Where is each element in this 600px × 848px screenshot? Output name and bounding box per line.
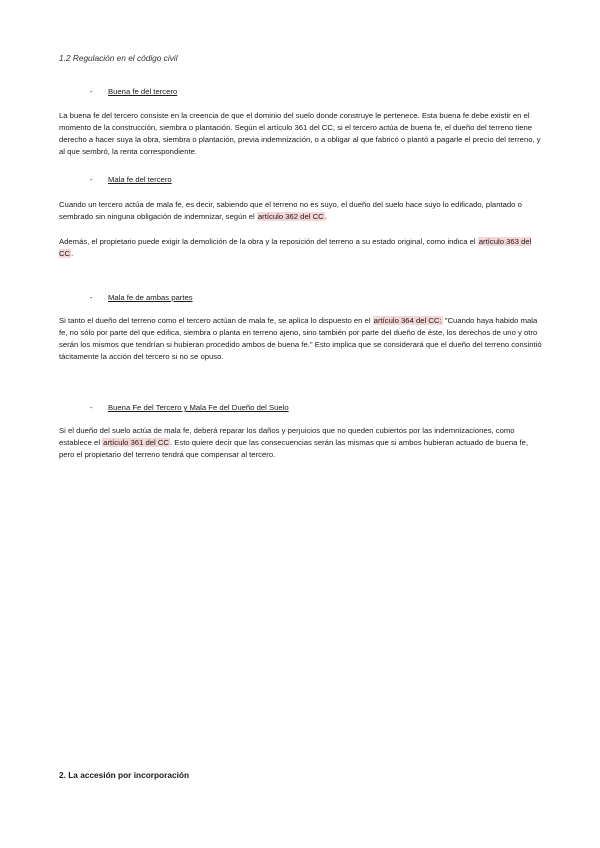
- bullet-heading-mala-fe-ambas: [90, 293, 193, 302]
- paragraph-text: Si tanto el dueño del terreno como el tercero actúan de mala fe, se aplica lo dispuesto en el: [59, 316, 373, 325]
- bullet-title: Mala fe del tercero: [108, 175, 172, 184]
- article-reference: artículo 362 del CC: [257, 212, 324, 221]
- bullet-dash: -: [90, 175, 93, 184]
- bullet-title: Buena Fe del Tercero y Mala Fe del Dueño del Suelo: [108, 403, 289, 412]
- paragraph-text: "Cuando haya habido mala fe, no sólo por parte del que edifica, siembra o planta en terreno ajeno, sino también por parte del dueño de éste, los derechos de uno y otro serán los mismos que tendrían si hubieran procedido ambos de buena fe." Esto implica que se considerará que el dueño del terreno consintió tácitamente la acción del tercero si no se opuso.: [59, 316, 542, 361]
- paragraph: [59, 199, 545, 223]
- article-reference: artículo 363 del CC: [59, 237, 532, 258]
- bullet-heading-mala-fe-tercero: [90, 175, 172, 184]
- bullet-dash: -: [90, 293, 93, 302]
- paragraph-text: . Esto quiere decir que las consecuencias serán las mismas que si ambos hubieran actuado de buena fe, pero el propietario del terreno tendrá que compensar al tercero.: [59, 438, 529, 459]
- paragraph: [59, 110, 545, 158]
- bullet-dash: -: [90, 87, 93, 96]
- paragraph-text: .: [71, 249, 74, 258]
- paragraph: [59, 425, 545, 461]
- bullet-title: Mala fe de ambas partes: [108, 293, 193, 302]
- paragraph: [59, 236, 545, 260]
- article-reference: artículo 361 del CC: [103, 438, 169, 447]
- bullet-title: Buena fe del tercero: [108, 87, 178, 96]
- article-reference: artículo 364 del CC:: [373, 316, 442, 325]
- section-heading: 2. La accesión por incorporación: [59, 770, 190, 780]
- bullet-heading-buena-fe-mala-fe: [90, 403, 289, 412]
- bullet-heading-buena-fe-tercero: [90, 87, 177, 96]
- bullet-dash: -: [90, 403, 93, 412]
- subsection-heading: 1.2 Regulación en el código civil: [59, 53, 178, 63]
- paragraph-text: Si el dueño del suelo actúa de mala fe, deberá reparar los daños y perjuicios que no queden cubiertos por las indemnizaciones, como establece el: [59, 426, 515, 447]
- paragraph-text: La buena fe del tercero consiste en la creencia de que el dominio del suelo donde construye le pertenece. Esta buena fe debe existir en el momento de la construcción, siembra o plantación. Según el artículo 361 del CC, si el tercero actúa de buena fe, el dueño del terreno tiene derecho a hacer suya la obra, siembra o plantación, previa indemnización, o a obligar al que fabricó o plantó a pagarle el precio del terreno, y al que sembró, la renta correspondiente.: [59, 111, 541, 156]
- paragraph-text: Cuando un tercero actúa de mala fe, es decir, sabiendo que el terreno no es suyo, el dueño del suelo hace suyo lo edificado, plantado o sembrado sin ninguna obligación de indemnizar, según el: [59, 200, 522, 221]
- paragraph: [59, 315, 545, 363]
- paragraph-text: .: [324, 212, 327, 221]
- paragraph-text: Además, el propietario puede exigir la demolición de la obra y la reposición del terreno a su estado original, como indica el: [59, 237, 478, 246]
